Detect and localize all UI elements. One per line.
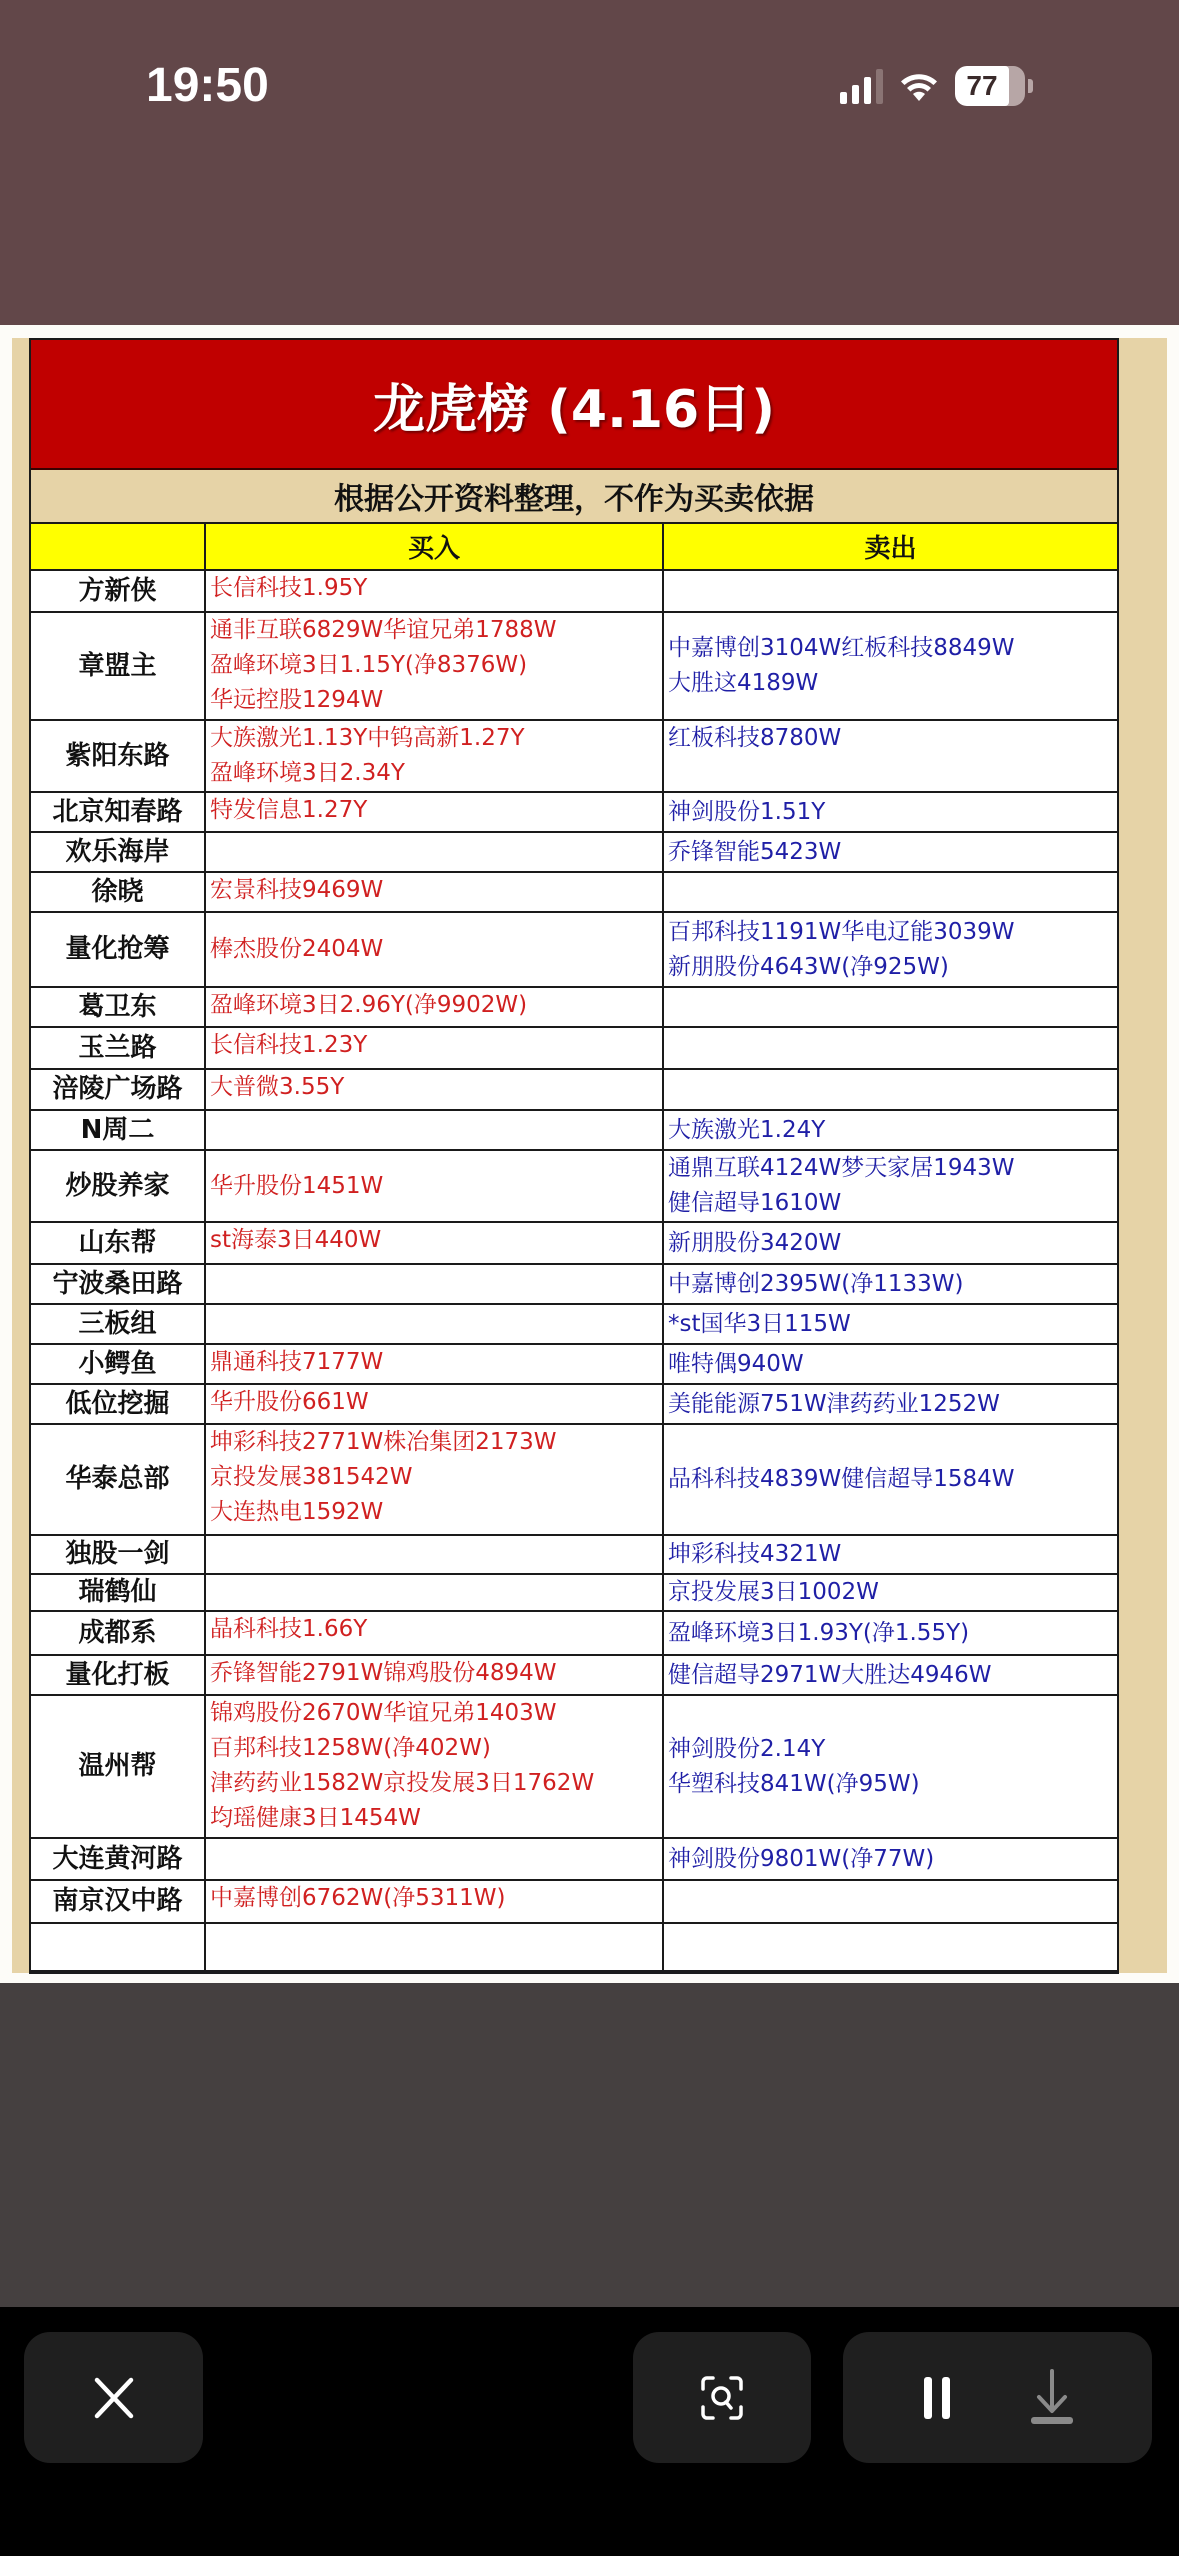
visual-lookup-button[interactable] [633, 2332, 811, 2463]
table-row [31, 1344, 1117, 1384]
trader-name: 北京知春路 [31, 792, 205, 832]
trader-name: 独股一剑 [31, 1535, 205, 1574]
buy-cell [205, 1574, 663, 1611]
table-row [31, 1535, 1117, 1574]
cellular-signal-icon [840, 68, 883, 104]
sell-cell [663, 1304, 1117, 1344]
buy-cell [205, 1069, 663, 1110]
trader-name: 葛卫东 [31, 987, 205, 1027]
buy-entry: 百邦科技1258W(净402W) [210, 1735, 491, 1761]
trader-name: 量化抢筹 [31, 912, 205, 987]
trader-name: 低位挖掘 [31, 1384, 205, 1424]
table-row [31, 912, 1117, 987]
sell-entry: 唯特偶940W [668, 1350, 804, 1377]
trader-name: 徐晓 [31, 872, 205, 912]
sell-entry: 百邦科技1191W华电辽能3039W [668, 918, 1015, 945]
trader-name: N周二 [31, 1110, 205, 1150]
buy-entry: 棒杰股份2404W [210, 936, 384, 962]
buy-entry: 大普微3.55Y [210, 1074, 345, 1100]
buy-entry: 华远控股1294W [210, 687, 384, 713]
trader-name: 量化打板 [31, 1655, 205, 1695]
trader-name: 华泰总部 [31, 1424, 205, 1535]
sell-entry: 坤彩科技4321W [668, 1541, 842, 1567]
sell-cell [663, 1110, 1117, 1150]
table-body [31, 570, 1117, 1971]
buy-cell [205, 832, 663, 872]
header-trader [31, 524, 205, 570]
table-row [31, 792, 1117, 832]
table-row [31, 570, 1117, 612]
buy-entry: 特发信息1.27Y [210, 797, 368, 823]
sell-cell [663, 1695, 1117, 1838]
trader-name: 成都系 [31, 1611, 205, 1655]
sell-cell [663, 1150, 1117, 1222]
disclaimer-subtitle: 根据公开资料整理，不作为买卖依据 [31, 470, 1117, 524]
sell-entry: 新朋股份4643W(净925W) [668, 953, 949, 980]
sell-entry: 通鼎互联4124W梦天家居1943W [668, 1155, 1015, 1181]
trading-table [31, 524, 1117, 1972]
buy-entry: 盈峰环境3日1.15Y(净8376W) [210, 652, 528, 678]
table-row [31, 1574, 1117, 1611]
sell-cell [663, 1535, 1117, 1574]
sell-entry: 京投发展3日1002W [668, 1579, 879, 1605]
buy-cell [205, 1027, 663, 1069]
bottom-toolbar [0, 2307, 1179, 2556]
sell-entry: 健信超导2971W大胜达4946W [668, 1661, 992, 1688]
sell-entry: 盈峰环境3日1.93Y(净1.55Y) [668, 1619, 970, 1646]
sell-cell [663, 872, 1117, 912]
sell-cell [663, 1574, 1117, 1611]
status-time: 19:50 [146, 59, 269, 112]
close-button[interactable] [24, 2332, 203, 2463]
buy-entry: 津药药业1582W京投发展3日1762W [210, 1770, 595, 1796]
sell-cell [663, 1923, 1117, 1971]
wifi-icon [899, 69, 939, 103]
sell-entry: 中嘉博创2395W(净1133W) [668, 1270, 964, 1297]
table-row [31, 1695, 1117, 1838]
table-row [31, 720, 1117, 792]
table-row [31, 1304, 1117, 1344]
header-buy: 买入 [205, 524, 663, 570]
table-row [31, 1655, 1117, 1695]
header-sell: 卖出 [663, 524, 1117, 570]
buy-cell [205, 1611, 663, 1655]
buy-cell [205, 872, 663, 912]
sell-cell [663, 1424, 1117, 1535]
buy-cell [205, 792, 663, 832]
table-row [31, 1264, 1117, 1304]
table-row [31, 872, 1117, 912]
buy-entry: 华升股份1451W [210, 1172, 384, 1199]
buy-entry: 大族激光1.13Y中钨高新1.27Y [210, 725, 525, 751]
sell-cell [663, 1880, 1117, 1923]
pause-icon[interactable] [918, 2373, 958, 2423]
table-row [31, 1880, 1117, 1923]
close-icon [92, 2376, 136, 2420]
trader-name: 瑞鹤仙 [31, 1574, 205, 1611]
sell-cell [663, 570, 1117, 612]
buy-cell [205, 1535, 663, 1574]
buy-entry: 京投发展381542W [210, 1464, 413, 1490]
buy-entry: 盈峰环境3日2.34Y [210, 760, 405, 786]
sell-cell [663, 612, 1117, 720]
buy-entry: 晶科科技1.66Y [210, 1616, 368, 1642]
sell-entry: 中嘉博创3104W红板科技8849W [668, 635, 1015, 661]
table-row [31, 1384, 1117, 1424]
buy-cell [205, 1655, 663, 1695]
table-row [31, 1150, 1117, 1222]
sell-entry: 大胜这4189W [668, 670, 819, 696]
sell-entry: 神剑股份2.14Y [668, 1735, 826, 1762]
buy-cell [205, 912, 663, 987]
battery-percent: 77 [966, 70, 998, 101]
trader-name [31, 1923, 205, 1971]
sell-entry: 红板科技8780W [668, 725, 842, 751]
buy-entry: 长信科技1.23Y [210, 1032, 368, 1058]
trader-name: 玉兰路 [31, 1027, 205, 1069]
sell-entry: 健信超导1610W [668, 1190, 842, 1216]
page-title: 龙虎榜 (4.16日) [31, 340, 1117, 470]
buy-entry: 坤彩科技2771W株冶集团2173W [210, 1429, 557, 1455]
sell-entry: 乔锋智能5423W [668, 838, 842, 865]
buy-entry: st海泰3日440W [210, 1227, 382, 1253]
battery-nub [1028, 79, 1033, 93]
buy-entry: 大连热电1592W [210, 1499, 384, 1525]
table-row [31, 1110, 1117, 1150]
sell-entry: 美能能源751W津药药业1252W [668, 1390, 1000, 1417]
buy-cell [205, 1923, 663, 1971]
sell-entry: 华塑科技841W(净95W) [668, 1770, 920, 1797]
sell-entry: 神剑股份1.51Y [668, 798, 826, 825]
trader-name: 欢乐海岸 [31, 832, 205, 872]
buy-entry: 长信科技1.95Y [210, 575, 368, 601]
buy-entry: 均瑶健康3日1454W [210, 1805, 421, 1831]
sell-entry: 新朋股份3420W [668, 1229, 842, 1256]
buy-cell [205, 1880, 663, 1923]
trader-name: 紫阳东路 [31, 720, 205, 792]
sell-cell [663, 792, 1117, 832]
sell-cell [663, 1027, 1117, 1069]
table-row [31, 612, 1117, 720]
table-row [31, 1027, 1117, 1069]
buy-cell [205, 1838, 663, 1880]
sell-cell [663, 1655, 1117, 1695]
sell-entry: 大族激光1.24Y [668, 1116, 826, 1143]
buy-cell [205, 1110, 663, 1150]
sell-cell [663, 1838, 1117, 1880]
sell-entry: *st国华3日115W [668, 1310, 851, 1337]
buy-entry: 宏景科技9469W [210, 877, 384, 903]
sell-entry: 品科科技4839W健信超导1584W [668, 1466, 1015, 1492]
trader-name: 宁波桑田路 [31, 1264, 205, 1304]
buy-cell [205, 987, 663, 1027]
status-icons [840, 62, 1033, 110]
dragon-tiger-list-sheet [29, 338, 1119, 1974]
sell-cell [663, 1384, 1117, 1424]
buy-cell [205, 1384, 663, 1424]
buy-entry: 华升股份661W [210, 1389, 369, 1415]
buy-cell [205, 1344, 663, 1384]
trader-name: 三板组 [31, 1304, 205, 1344]
trader-name: 大连黄河路 [31, 1838, 205, 1880]
trader-name: 小鳄鱼 [31, 1344, 205, 1384]
buy-entry: 鼎通科技7177W [210, 1349, 384, 1375]
buy-cell [205, 1264, 663, 1304]
table-row [31, 987, 1117, 1027]
buy-entry: 盈峰环境3日2.96Y(净9902W) [210, 992, 528, 1018]
table-row [31, 832, 1117, 872]
buy-cell [205, 1424, 663, 1535]
buy-cell [205, 1150, 663, 1222]
table-row [31, 1069, 1117, 1110]
trader-name: 山东帮 [31, 1222, 205, 1264]
buy-cell [205, 1222, 663, 1264]
table-row [31, 1424, 1117, 1535]
buy-cell [205, 570, 663, 612]
buy-entry: 乔锋智能2791W锦鸡股份4894W [210, 1660, 557, 1686]
sell-cell [663, 720, 1117, 792]
table-row [31, 1611, 1117, 1655]
table-row [31, 1838, 1117, 1880]
trader-name: 温州帮 [31, 1695, 205, 1838]
table-row [31, 1222, 1117, 1264]
trader-name: 南京汉中路 [31, 1880, 205, 1923]
buy-entry: 通非互联6829W华谊兄弟1788W [210, 617, 557, 643]
sell-cell [663, 912, 1117, 987]
trader-name: 炒股养家 [31, 1150, 205, 1222]
table-header-row [31, 524, 1117, 570]
sell-cell [663, 1264, 1117, 1304]
trader-name: 章盟主 [31, 612, 205, 720]
sell-cell [663, 1069, 1117, 1110]
sell-entry: 神剑股份9801W(净77W) [668, 1845, 935, 1872]
buy-entry: 锦鸡股份2670W华谊兄弟1403W [210, 1700, 557, 1726]
buy-cell [205, 720, 663, 792]
trader-name: 涪陵广场路 [31, 1069, 205, 1110]
battery-icon [955, 66, 1025, 106]
buy-entry: 中嘉博创6762W(净5311W) [210, 1885, 506, 1911]
buy-cell [205, 612, 663, 720]
sell-cell [663, 1344, 1117, 1384]
sell-cell [663, 987, 1117, 1027]
buy-cell [205, 1304, 663, 1344]
sell-cell [663, 832, 1117, 872]
status-bar-area [0, 0, 1179, 325]
visual-lookup-icon [697, 2373, 747, 2423]
table-row [31, 1923, 1117, 1971]
sell-cell [663, 1222, 1117, 1264]
sell-cell [663, 1611, 1117, 1655]
playback-controls [843, 2332, 1152, 2463]
buy-cell [205, 1695, 663, 1838]
trader-name: 方新侠 [31, 570, 205, 612]
download-icon[interactable] [1027, 2369, 1077, 2427]
